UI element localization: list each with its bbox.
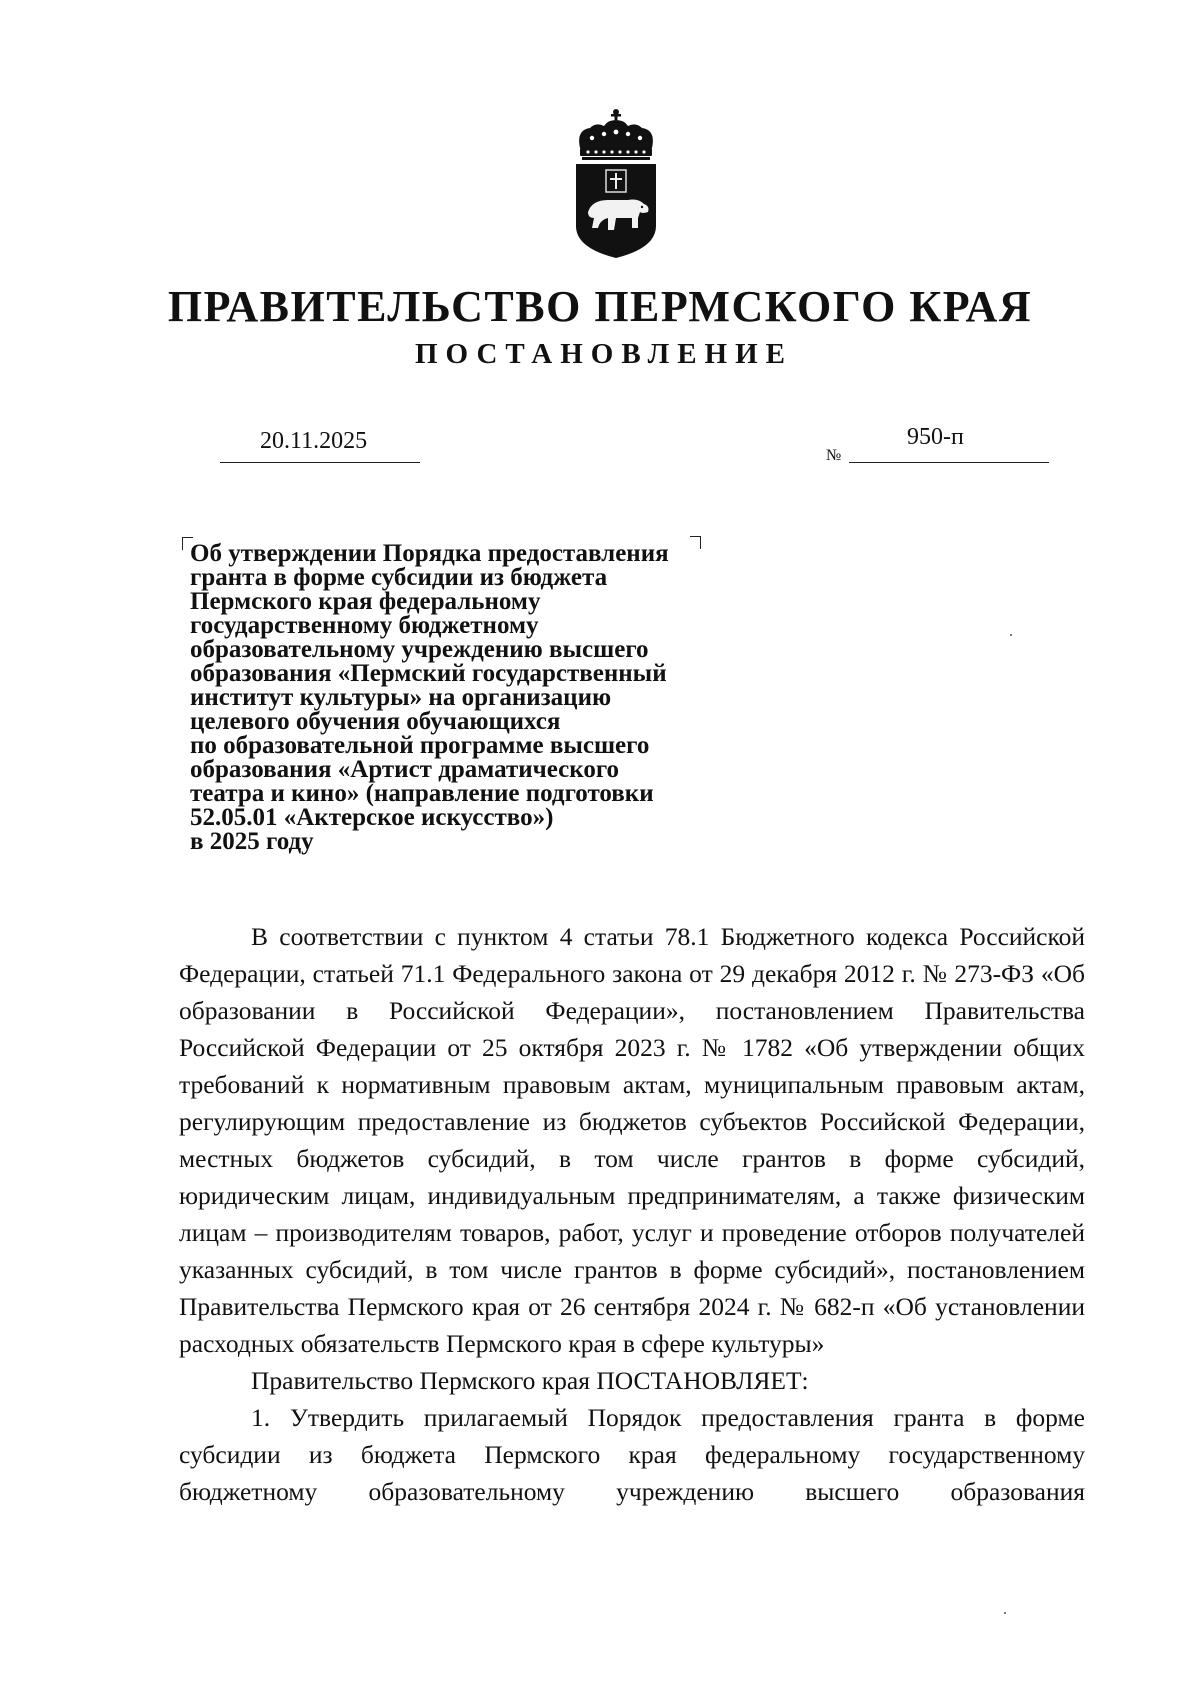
document-body (179, 918, 1085, 1510)
number-sign: № (826, 447, 842, 464)
document-number: 950-п (907, 424, 964, 450)
organization-name: ПРАВИТЕЛЬСТВО ПЕРМСКОГО КРАЯ (167, 282, 1033, 331)
decree-paragraph: Правительство Пермского края ПОСТАНОВЛЯЕТ: (251, 1366, 809, 1395)
document-subject: Об утверждении Порядка предоставления гранта в форме субсидии из бюджета Пермского края федеральному государственному бюджетному образовательному учреждению высшего образования «Пермский государственный институт культуры» на организацию целевого обучения обучающихся по образовательной программе высшего образования «Артист драматического театра и кино» (направление подготовки 52.05.01 «Актерское искусство») в 2025 году (190, 540, 669, 855)
document-type: ПОСТАНОВЛЕНИЕ (414, 338, 793, 370)
document-date: 20.11.2025 (260, 428, 368, 454)
item-1-paragraph: 1. Утвердить прилагаемый Порядок предоставления гранта в форме субсидии из бюджета Пермского края федеральному государственному бюджетному образовательному учреждению высшего образования (179, 1403, 1085, 1506)
document-date-field (220, 424, 420, 463)
perm-krai-coat-of-arms-icon (566, 108, 666, 260)
document-number-field (849, 424, 1049, 463)
preamble-paragraph: В соответствии с пунктом 4 статьи 78.1 Бюджетного кодекса Российской Федерации, статьей 71.1 Федерального закона от 29 декабря 2012 г. № 273-ФЗ «Об образовании в Российской Федерации», постановлением Правительства Российской Федерации от 25 октября 2023 г. № 1782 «Об утверждении общих требований к нормативным правовым актам, муниципальным правовым актам, регулирующим предоставление из бюджетов субъектов Российской Федерации, местных бюджетов субсидий, в том числе грантов в форме субсидий, юридическим лицам, индивидуальным предпринимателям, а также физическим лицам – производителям товаров, работ, услуг и проведение отборов получателей указанных субсидий, в том числе грантов в форме субсидий», постановлением Правительства Пермского края от 26 сентября 2024 г. № 682-п «Об установлении расходных обязательств Пермского края в сфере культуры» (179, 922, 1085, 1358)
scan-speck (1004, 1612, 1006, 1614)
scan-speck (1010, 634, 1012, 636)
